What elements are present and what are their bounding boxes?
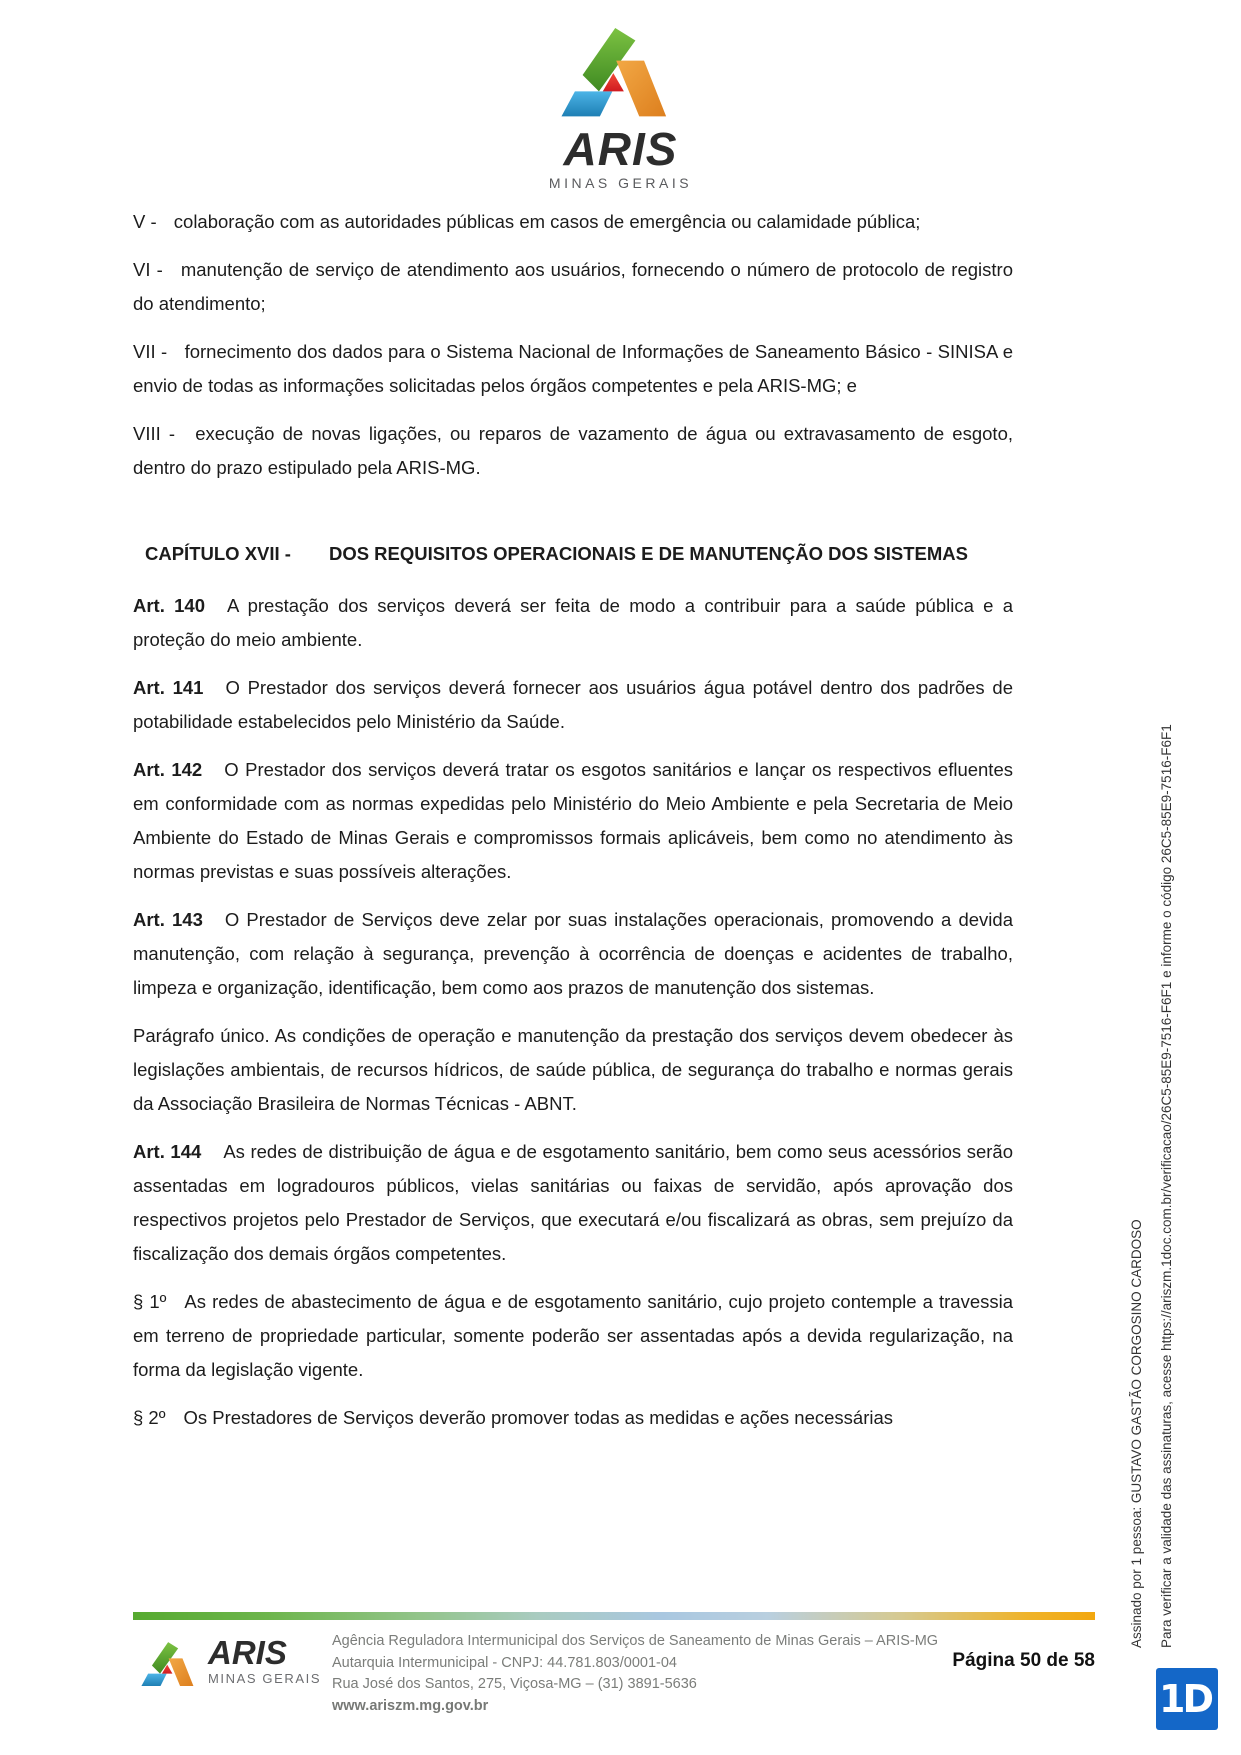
document-paragraph [133,903,1013,1005]
onedoc-signature-badge [1156,1668,1218,1730]
paragraph-text: Parágrafo único. As condições de operação e manutenção da prestação dos serviços devem obedecer às legislações ambientais, de recursos hídricos, de saúde pública, de segurança do trabalho e normas gerais da Associação Brasileira de Normas Técnicas - ABNT. [133,1025,1013,1114]
paragraph-label: § 2º [133,1407,166,1428]
paragraph-label: V - [133,211,162,232]
paragraph-label: VIII - [133,423,184,444]
paragraph-label: VI - [133,259,169,280]
document-paragraph [133,335,1013,403]
document-paragraph [133,1135,1013,1271]
paragraph-text: manutenção de serviço de atendimento aos usuários, fornecendo o número de protocolo de registro do atendimento; [133,259,1013,314]
aris-logo-mark-icon [557,28,685,124]
footer-agency-info [332,1631,938,1717]
document-paragraph [133,417,1013,485]
paragraph-text: O Prestador dos serviços deverá tratar os esgotos sanitários e lançar os respectivos efluentes em conformidade com as normas expedidas pelo Ministério do Meio Ambiente e pela Secretaria de Meio Ambiente do Estado de Minas Gerais e compromissos formais aplicáveis, bem como no atendimento às normas previstas e suas possíveis alterações. [133,759,1013,882]
paragraph-text: execução de novas ligações, ou reparos de vazamento de água ou extravasamento de esgoto, dentro do prazo estipulado pela ARIS-MG. [133,423,1013,478]
aris-brand-text: ARIS [563,123,678,175]
paragraph-label: Art. 143 [133,909,203,930]
footer-agency-line1: Agência Reguladora Intermunicipal dos Serviços de Saneamento de Minas Gerais – ARIS-MG [332,1633,939,1649]
paragraph-text: As redes de abastecimento de água e de esgotamento sanitário, cujo projeto contemple a travessia em terreno de propriedade particular, somente poderão ser assentadas após a devida regularização, na forma da legislação vigente. [133,1291,1014,1380]
paragraph-text: DOS REQUISITOS OPERACIONAIS E DE MANUTENÇÃO DOS SISTEMAS [328,543,968,564]
document-paragraph [133,671,1013,739]
paragraph-text: fornecimento dos dados para o Sistema Nacional de Informações de Saneamento Básico - SINISA e envio de todas as informações solicitadas pelos órgãos competentes e pela ARIS-MG; e [133,341,1013,396]
footer-gradient-bar [133,1612,1095,1620]
footer-aris-logo [140,1636,321,1692]
paragraph-text: colaboração com as autoridades públicas em casos de emergência ou calamidade pública; [173,211,921,232]
footer-brand-text: ARIS [208,1634,287,1671]
footer-aris-logo-mark-icon [140,1640,202,1692]
paragraph-label: Art. 144 [133,1141,202,1162]
paragraph-label: § 1º [133,1291,167,1312]
onedoc-icon: 1D [1159,1677,1211,1721]
paragraph-text: A prestação dos serviços deverá ser feita de modo a contribuir para a saúde pública e a proteção do meio ambiente. [133,595,1013,650]
page-number-indicator: Página 50 de 58 [952,1650,1095,1671]
document-paragraph [133,253,1013,321]
paragraph-label: Art. 141 [133,677,204,698]
paragraph-label: Art. 142 [133,759,203,780]
paragraph-label: VII - [133,341,173,362]
document-paragraph [133,205,1013,239]
paragraph-label: Art. 140 [133,595,205,616]
document-body [133,205,1013,1449]
document-paragraph [133,1285,1013,1387]
chapter-heading [133,537,1013,571]
footer-brand-subtitle: MINAS GERAIS [208,1671,322,1686]
paragraph-text: Os Prestadores de Serviços deverão promover todas as medidas e ações necessárias [183,1407,894,1428]
document-paragraph [133,1019,1013,1121]
document-paragraph [133,1401,1013,1435]
paragraph-label: CAPÍTULO XVII - [145,543,291,564]
paragraph-text: O Prestador de Serviços deve zelar por suas instalações operacionais, promovendo a devida manutenção, com relação à segurança, prevenção à ocorrência de doenças e acidentes de trabalho, limpeza e organização, identificação, bem como aos prazos de manutenção dos sistemas. [133,909,1013,998]
footer-agency-line3: Rua José dos Santos, 275, Viçosa-MG – (31) 3891-5636 [332,1676,697,1692]
aris-brand-subtitle: MINAS GERAIS [548,175,693,191]
aris-logo [0,28,1241,191]
document-paragraph [133,753,1013,889]
signature-note-line2: Para verificar a validade das assinaturas, acesse https://ariszm.1doc.com.br/verificacao/26C5-85E9-7516-F6F1 e informe o código 26C5-85E9-7516-F6F1 [1159,724,1174,1648]
paragraph-text: As redes de distribuição de água e de esgotamento sanitário, bem como seus acessórios serão assentadas em logradouros públicos, vielas sanitárias ou faixas de servidão, após aprovação dos respectivos projetos pelo Prestador de Serviços, que executará e/ou fiscalizará as obras, sem prejuízo da fiscalização dos demais órgãos competentes. [133,1141,1013,1264]
paragraph-text: O Prestador dos serviços deverá fornecer aos usuários água potável dentro dos padrões de potabilidade estabelecidos pelo Ministério da Saúde. [133,677,1013,732]
footer-agency-website: www.ariszm.mg.gov.br [332,1697,489,1714]
signature-note-line1: Assinado por 1 pessoa: GUSTAVO GASTÃO CORGOSINO CARDOSO [1129,1219,1144,1648]
document-paragraph [133,589,1013,657]
footer-agency-line2: Autarquia Intermunicipal - CNPJ: 44.781.803/0001-04 [332,1654,677,1671]
